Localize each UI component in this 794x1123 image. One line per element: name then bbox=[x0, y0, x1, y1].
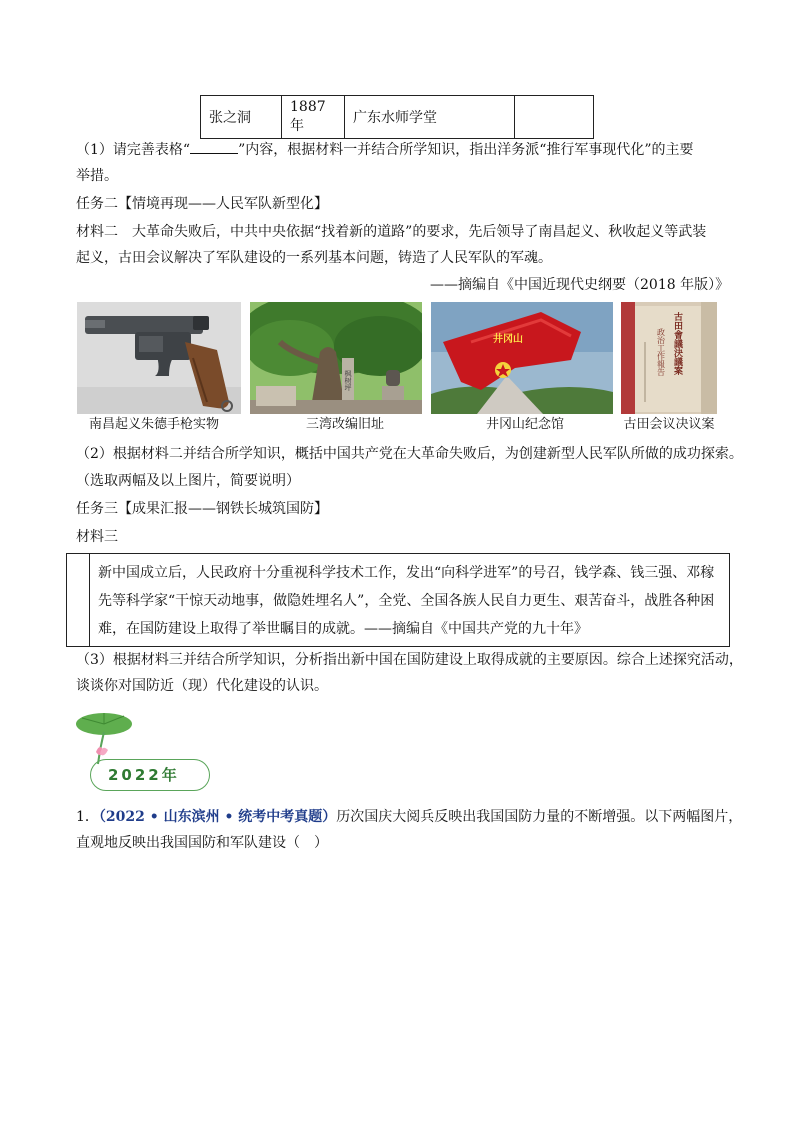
photo-caption: 南昌起义朱德手枪实物 bbox=[89, 417, 220, 432]
photo-caption: 古田会议决议案 bbox=[623, 417, 715, 432]
question1-line1 bbox=[76, 807, 742, 827]
task2-title: 任务二【情境再现——人民军队新型化】 bbox=[76, 196, 328, 212]
material3-label: 材料三 bbox=[76, 529, 118, 545]
pistol-photo bbox=[77, 302, 241, 414]
material3-line2: 先等科学家“干惊天动地事，做隐姓埋名人”，全党、全国各族人民自力更生、艰苦奋斗，战胜各种困 bbox=[98, 593, 715, 609]
q3-line2: 谈谈你对国防近（现）代化建设的认识。 bbox=[76, 678, 328, 694]
material3-line3: 难，在国防建设上取得了举世瞩目的成就。——摘编自《中国共产党的九十年》 bbox=[98, 621, 588, 637]
tree-plaque-text: 枫树坪 bbox=[344, 370, 352, 391]
table-fragment bbox=[200, 95, 594, 139]
question-number: 1． bbox=[76, 809, 99, 825]
q1-line2: 举措。 bbox=[76, 168, 118, 184]
q1-suffix: ”内容，根据材料一并结合所学知识，指出洋务派“推行军事现代化”的主要 bbox=[238, 142, 694, 158]
question1-line2: 直观地反映出我国国防和军队建设（ ） bbox=[76, 835, 328, 851]
material3-text bbox=[98, 559, 714, 643]
material2-line1: 材料二 大革命失败后，中共中央依据“找着新的道路”的要求，先后领导了南昌起义、秋收起义等武装 bbox=[76, 224, 707, 240]
table-cell-note bbox=[515, 96, 594, 139]
year-label: 2022年 bbox=[108, 766, 180, 784]
q1-prefix: （1）请完善表格“ bbox=[76, 142, 191, 158]
photo-caption: 井冈山纪念馆 bbox=[485, 417, 564, 432]
q3-line1: （3）根据材料三并结合所学知识，分析指出新中国在国防建设上取得成就的主要原因。综合上述探究活动， bbox=[76, 652, 743, 668]
material3-line1: 新中国成立后，人民政府十分重视科学技术工作，发出“向科学进军”的号召，钱学森、钱三强、邓稼 bbox=[98, 565, 715, 581]
task3-title: 任务三【成果汇报——钢铁长城筑国防】 bbox=[76, 501, 328, 517]
photo-caption: 三湾改编旧址 bbox=[305, 417, 384, 432]
material3-inner bbox=[89, 554, 729, 646]
table-row bbox=[201, 96, 594, 139]
material2-line2: 起义，古田会议解决了军队建设的一系列基本问题，铸造了人民军队的军魂。 bbox=[76, 250, 552, 266]
q2-line2: （选取两幅及以上图片，简要说明） bbox=[76, 473, 300, 489]
book-sub-text: 政治工作報告 bbox=[656, 328, 666, 376]
table-cell-institution: 广东水师学堂 bbox=[345, 96, 515, 139]
tree-monument-photo bbox=[250, 302, 422, 414]
table-cell-person: 张之洞 bbox=[201, 96, 282, 139]
flag-text: 井冈山 bbox=[493, 334, 523, 345]
question-source: （2022 • 山东滨州 • 统考中考真题） bbox=[98, 809, 337, 825]
table-cell-year: 1887 年 bbox=[282, 96, 345, 139]
red-flag-monument-photo bbox=[431, 302, 613, 414]
fill-blank bbox=[190, 140, 238, 154]
q2-line1: （2）根据材料二并结合所学知识，概括中国共产党在大革命失败后，为创建新型人民军队所做的成功探索。 bbox=[76, 446, 743, 462]
material2-source: ——摘编自《中国近现代史纲要（2018 年版）》 bbox=[430, 277, 730, 293]
book-title-text: 古田會議決議案 bbox=[672, 312, 682, 375]
question1-text: 历次国庆大阅兵反映出我国国防力量的不断增强。以下两幅图片， bbox=[336, 809, 743, 825]
material3-box bbox=[66, 553, 730, 647]
q1-line1 bbox=[76, 140, 694, 160]
document-book-photo bbox=[621, 302, 717, 414]
